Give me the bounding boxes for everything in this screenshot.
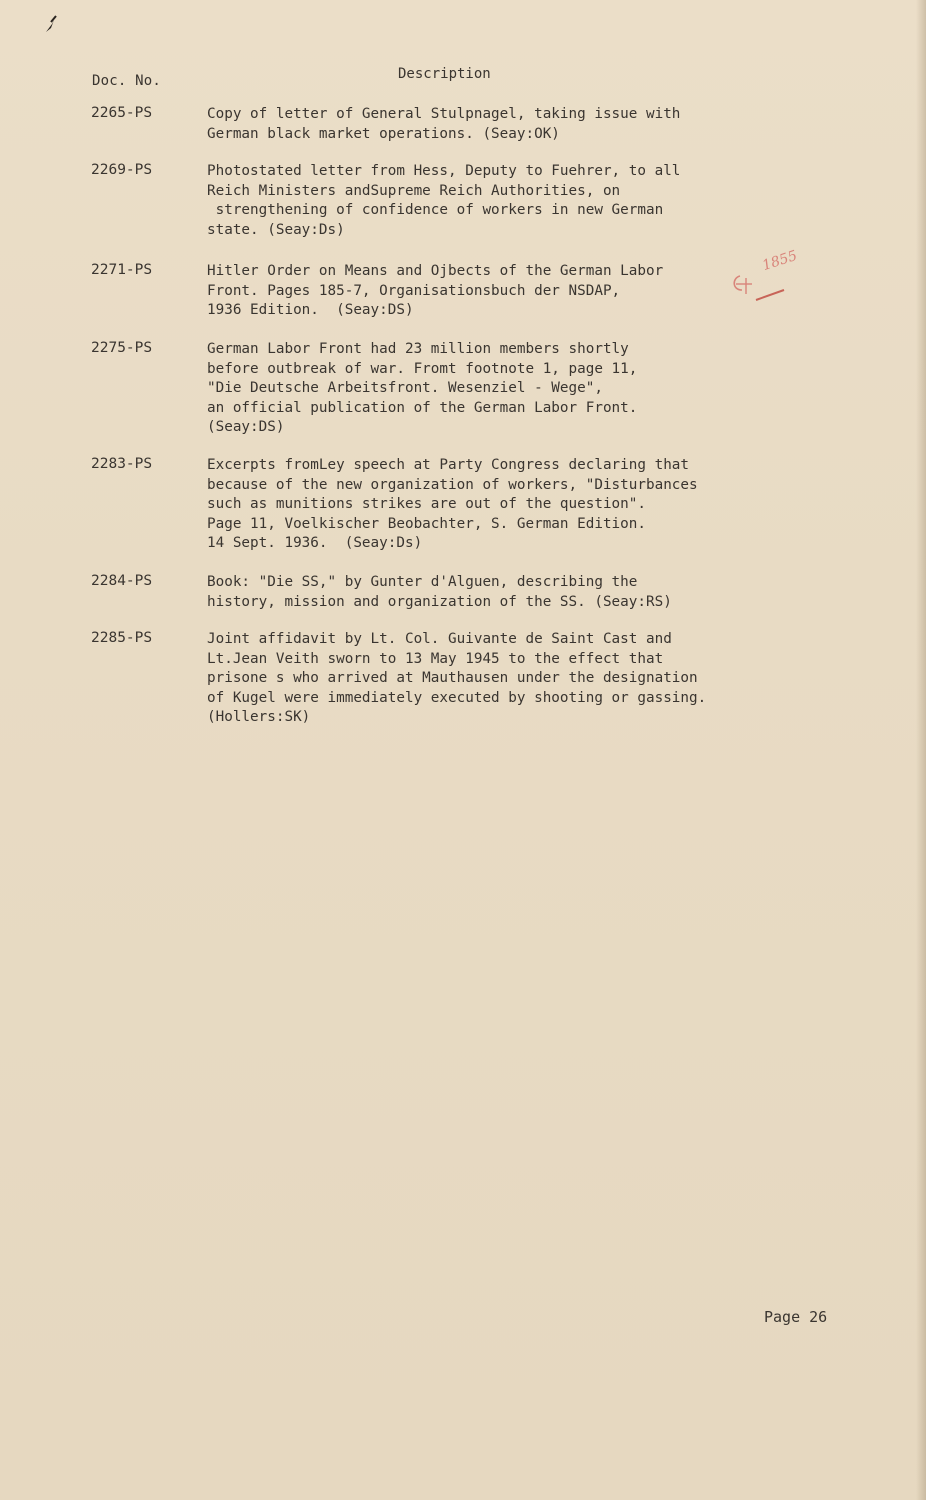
doc-description: Photostated letter from Hess, Deputy to Fuehrer, to all Reich Ministers andSupreme Reich Authorities, on strengthening of confidence of workers in new German state. (Seay:Ds)	[207, 163, 681, 238]
doc-number: 2265-PS	[91, 105, 153, 121]
doc-number: 2283-PS	[91, 456, 153, 472]
page-number: Page 26	[764, 1308, 828, 1326]
corner-ink-mark-icon	[42, 10, 72, 54]
doc-description: Book: "Die SS," by Gunter d'Alguen, describing the history, mission and organization of the SS. (Seay:RS)	[207, 574, 672, 610]
doc-description: Hitler Order on Means and Ojbects of the German Labor Front. Pages 185-7, Organisationsbuch der NSDAP, 1936 Edition. (Seay:DS)	[207, 263, 664, 318]
doc-number: 2285-PS	[91, 630, 153, 646]
doc-description: German Labor Front had 23 million members shortly before outbreak of war. Fromt footnote 1, page 11, "Die Deutsche Arbeitsfront. Wesenziel - Wege", an official publication of the German Labor Front. (Seay:DS)	[207, 341, 638, 435]
doc-description: Joint affidavit by Lt. Col. Guivante de Saint Cast and Lt.Jean Veith sworn to 13 May 1945 to the effect that prisone s who arrived at Mauthausen under the designation of Kugel were immediately executed by shooting or gassing. (Hollers:SK)	[207, 631, 707, 725]
doc-number: 2275-PS	[91, 340, 153, 356]
doc-description: Copy of letter of General Stulpnagel, taking issue with German black market operations. (Seay:OK)	[207, 106, 681, 142]
red-pencil-mark-icon	[726, 268, 796, 308]
doc-number: 2271-PS	[91, 262, 153, 278]
doc-number: 2284-PS	[91, 573, 153, 589]
pencil-margin-note: 1855	[760, 247, 800, 275]
column-header-doc-no: Doc. No.	[92, 73, 162, 89]
doc-description: Excerpts fromLey speech at Party Congress declaring that because of the new organization of workers, "Disturbances such as munitions strikes are out of the question". Page 11, Voelkischer Beobachter, S. German Edition. 14 Sept. 1936. (Seay:Ds)	[207, 457, 698, 551]
column-header-description: Description	[398, 66, 491, 82]
doc-number: 2269-PS	[91, 162, 153, 178]
